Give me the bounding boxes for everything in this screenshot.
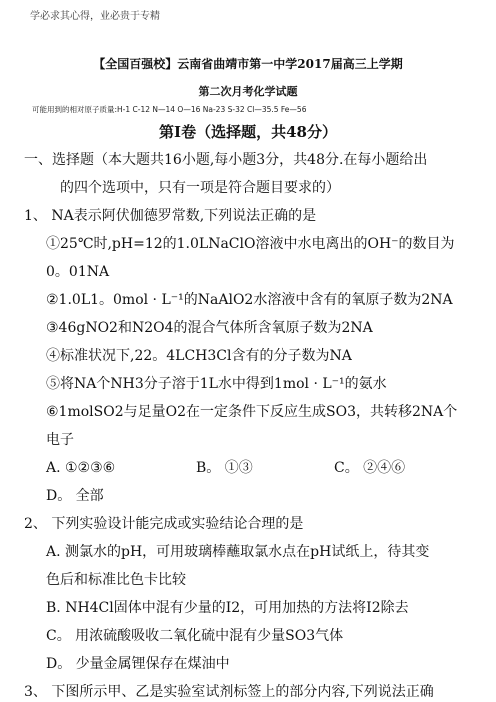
- question-1-statement-4: ④标准状况下,22。4LCH3Cl含有的分子数为NA: [46, 348, 352, 364]
- question-2-option-b: B. NH4Cl固体中混有少量的I2，可用加热的方法将I2除去: [46, 600, 409, 616]
- question-1-option-b: B。 ①③: [196, 460, 253, 476]
- exam-title: 【全国百强校】云南省曲靖市第一中学2017届高三上学期: [93, 57, 403, 71]
- question-2-option-d: D。 少量金属锂保存在煤油中: [46, 656, 230, 672]
- question-2-option-a: A. 测氯水的pH，可用玻璃棒蘸取氯水点在pH试纸上，待其变: [46, 544, 430, 560]
- header-motto: 学必求其心得，业必贵于专精: [30, 11, 160, 22]
- question-1-statement-2: ②1.0L1。0mol · L⁻¹的NaAlO2水溶液中含有的氧原子数为2NA: [46, 292, 453, 308]
- question-1-statement-5: ⑤将NA个NH3分子溶于1L水中得到1mol · L⁻¹的氨水: [46, 376, 387, 392]
- part-title: 第Ⅰ卷（选择题，共48分）: [159, 123, 337, 141]
- atomic-masses: 可能用到的相对原子质量:H-1 C-12 N—14 O—16 Na-23 S-32 Cl—35.5 Fe—56: [32, 105, 307, 114]
- question-2-option-c: C。 用浓硫酸吸收二氧化硫中混有少量SO3气体: [46, 628, 344, 644]
- section-instructions-line2: 的四个选项中，只有一项是符合题目要求的）: [60, 180, 340, 196]
- question-1-statement-6-cont: 电子: [46, 432, 74, 448]
- question-1-option-c: C。 ②④⑥: [334, 460, 406, 476]
- question-2-stem: 2、 下列实验设计能完成或实验结论合理的是: [24, 516, 304, 532]
- question-1-statement-6: ⑥1molSO2与足量O2在一定条件下反应生成SO3，共转移2NA个: [46, 404, 458, 420]
- question-1-option-d: D。 全部: [46, 488, 104, 504]
- question-1-statement-1-cont: 0。01NA: [46, 264, 110, 280]
- section-instructions-line1: 一、选择题（本大题共16小题,每小题3分，共48分.在每小题给出: [24, 152, 428, 168]
- question-1-statement-1: ①25℃时,pH=12的1.0LNaClO溶液中水电离出的OH⁻的数目为: [46, 236, 455, 252]
- question-1-statement-3: ③46gNO2和N2O4的混合气体所含氧原子数为2NA: [46, 320, 373, 336]
- question-1-option-a: A. ①②③⑥: [46, 460, 116, 476]
- question-2-option-a-cont: 色后和标准比色卡比较: [46, 572, 186, 588]
- exam-subtitle: 第二次月考化学试题: [198, 85, 298, 98]
- question-3-stem: 3、 下图所示甲、乙是实验室试剂标签上的部分内容,下列说法正确: [24, 684, 434, 700]
- question-1-stem: 1、 NA表示阿伏伽德罗常数,下列说法正确的是: [24, 208, 317, 224]
